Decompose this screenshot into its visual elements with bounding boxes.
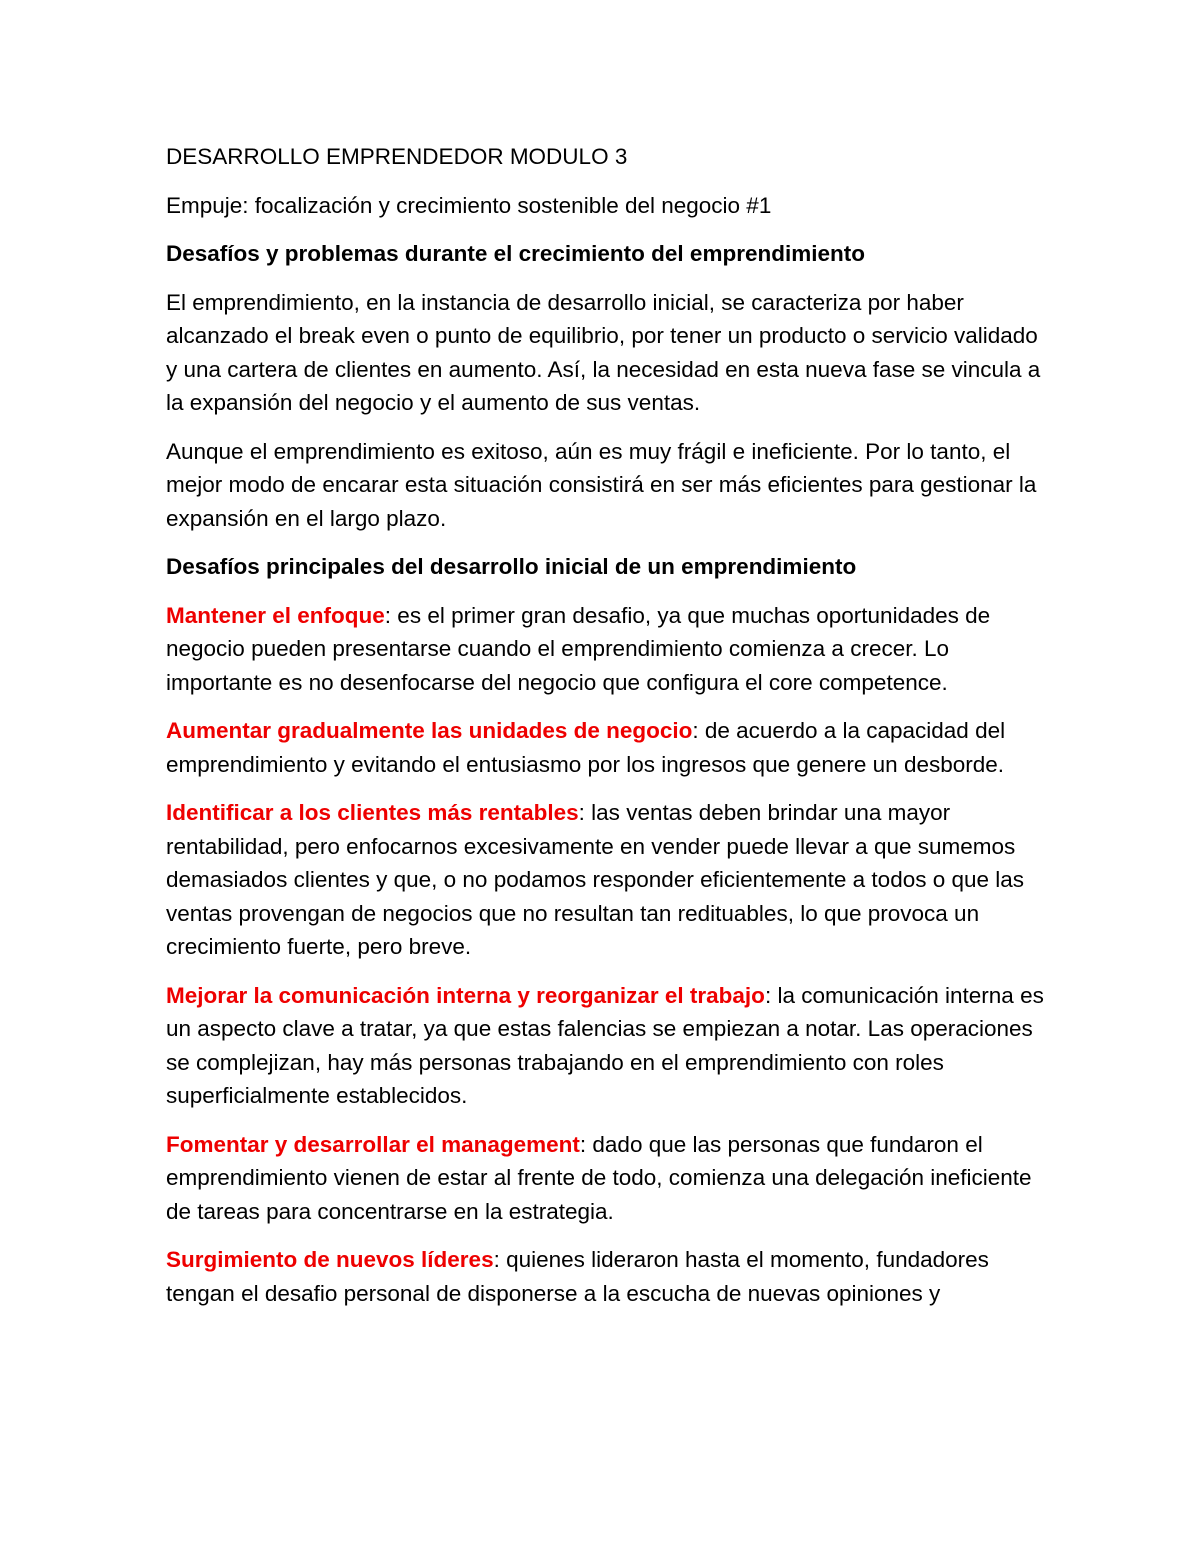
challenge-paragraph [166,1243,1046,1310]
challenge-term: Identificar a los clientes más rentables [166,800,579,825]
challenge-paragraph [166,1128,1046,1229]
challenge-term: Fomentar y desarrollar el management [166,1131,580,1157]
document-title: DESARROLLO EMPRENDEDOR MODULO 3 [166,144,628,169]
challenge-paragraph [166,714,1046,781]
challenge-text: : es el primer gran desafio, ya que muchas oportunidades de negocio pueden presentarse cuando el emprendimiento comienza a crecer. Lo importante es no desenfocarse del negocio que configura el core competence. [166,602,991,695]
paragraph-fragility: Aunque el emprendimiento es exitoso, aún es muy frágil e ineficiente. Por lo tanto, el mejor modo de encarar esta situación consistirá en ser más eficientes para gestionar la expansión en el largo plazo. [166,438,1037,531]
document-body [166,140,1046,1325]
document-subtitle: Empuje: focalización y crecimiento sostenible del negocio #1 [166,192,772,218]
challenge-text: : la comunicación interna es un aspecto clave a tratar, ya que estas falencias se empiezan a notar. Las operaciones se complejizan, hay más personas trabajando en el emprendimiento con roles superficialmente establecidos. [166,982,1044,1108]
challenge-term: Surgimiento de nuevos líderes [166,1247,494,1272]
paragraph-intro: El emprendimiento, en la instancia de desarrollo inicial, se caracteriza por haber alcanzado el break even o punto de equilibrio, por tener un producto o servicio validado y una cartera de clientes en aumento. Así, la necesidad en esta nueva fase se vincula a la expansión del negocio y el aumento de sus ventas. [166,289,1041,415]
challenge-paragraph [166,979,1046,1113]
challenge-paragraph [166,796,1046,964]
challenge-text: : dado que las personas que fundaron el emprendimiento vienen de estar al frente de todo, comienza una delegación ineficiente de tareas para concentrarse en la estrategia. [166,1131,1032,1224]
section-heading-challenges-growth: Desafíos y problemas durante el crecimiento del emprendimiento [166,241,865,266]
challenge-term: Mantener el enfoque [166,602,385,628]
challenge-text: : las ventas deben brindar una mayor rentabilidad, pero enfocarnos excesivamente en vender puede llevar a que sumemos demasiados clientes y que, o no podamos responder eficientemente a todos o que las ventas provengan de negocios que no resultan tan redituables, lo que provoca un crecimiento fuerte, pero breve. [166,800,1025,959]
challenge-paragraph [166,599,1046,700]
challenge-term: Aumentar gradualmente las unidades de negocio [166,718,693,743]
section-heading-main-challenges: Desafíos principales del desarrollo inicial de un emprendimiento [166,554,857,579]
challenge-text: : quienes lideraron hasta el momento, fundadores tengan el desafio personal de disponerse a la escucha de nuevas opiniones y [166,1247,989,1306]
challenge-term: Mejorar la comunicación interna y reorganizar el trabajo [166,982,765,1008]
challenge-text: : de acuerdo a la capacidad del emprendimiento y evitando el entusiasmo por los ingresos que genere un desborde. [166,718,1006,777]
